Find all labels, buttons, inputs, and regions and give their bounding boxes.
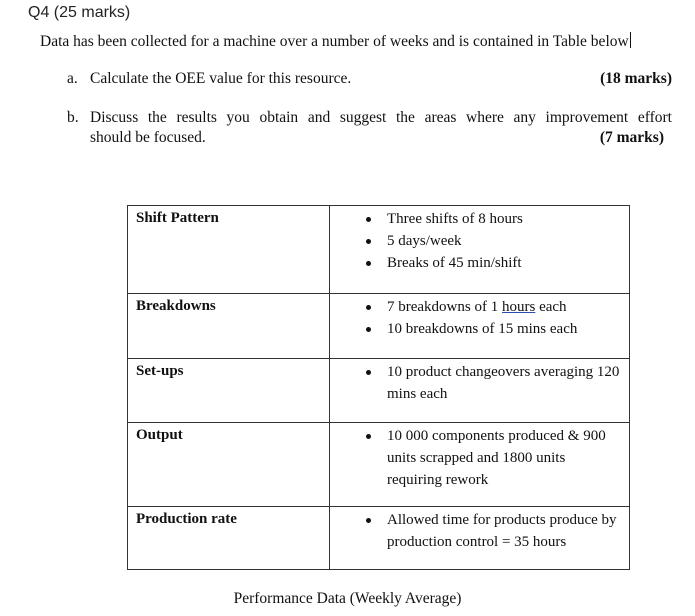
part-a-marks: (18 marks) bbox=[600, 70, 672, 87]
performance-data-table bbox=[127, 205, 630, 570]
part-a-label: a. bbox=[67, 70, 78, 87]
row-category: Output bbox=[128, 423, 330, 507]
part-a-text: Calculate the OEE value for this resource. bbox=[90, 70, 352, 87]
list-item: 10 000 components produced & 900 units scrapped and 1800 units requiring rework bbox=[330, 425, 629, 491]
row-details bbox=[330, 294, 630, 359]
table-row bbox=[128, 206, 630, 294]
question-title: Q4 (25 marks) bbox=[28, 4, 131, 21]
row-details bbox=[330, 507, 630, 570]
text-cursor bbox=[630, 32, 631, 48]
table-row bbox=[128, 359, 630, 423]
breakdown-text-pre: 7 breakdowns of 1 bbox=[387, 299, 502, 315]
row-category: Shift Pattern bbox=[128, 206, 330, 294]
row-details bbox=[330, 423, 630, 507]
row-category: Set-ups bbox=[128, 359, 330, 423]
part-b-marks: (7 marks) bbox=[599, 129, 664, 146]
part-b-label: b. bbox=[67, 109, 79, 126]
part-b-text-line1: Discuss the results you obtain and suggest the areas where any improvement effort bbox=[90, 109, 672, 126]
row-category: Production rate bbox=[128, 507, 330, 570]
list-item: 5 days/week bbox=[330, 230, 629, 252]
table-row bbox=[128, 423, 630, 507]
intro-text: Data has been collected for a machine over a number of weeks and is contained in Table below bbox=[40, 33, 629, 50]
part-a bbox=[67, 70, 672, 88]
row-category: Breakdowns bbox=[128, 294, 330, 359]
table-row bbox=[128, 507, 630, 570]
list-item: Allowed time for products produce by production control = 35 hours bbox=[330, 509, 629, 553]
table-row bbox=[128, 294, 630, 359]
list-item: 10 breakdowns of 15 mins each bbox=[330, 318, 629, 340]
question-intro bbox=[40, 32, 631, 51]
row-details bbox=[330, 206, 630, 294]
breakdown-text-underlined: hours bbox=[501, 299, 536, 315]
list-item bbox=[330, 296, 629, 318]
list-item: 10 product changeovers averaging 120 mins each bbox=[330, 361, 629, 405]
table-caption: Performance Data (Weekly Average) bbox=[233, 590, 462, 607]
row-details bbox=[330, 359, 630, 423]
part-b-text-line2: should be focused. bbox=[90, 129, 206, 146]
list-item: Three shifts of 8 hours bbox=[330, 208, 629, 230]
breakdown-text-post: each bbox=[535, 299, 567, 315]
list-item: Breaks of 45 min/shift bbox=[330, 252, 629, 274]
